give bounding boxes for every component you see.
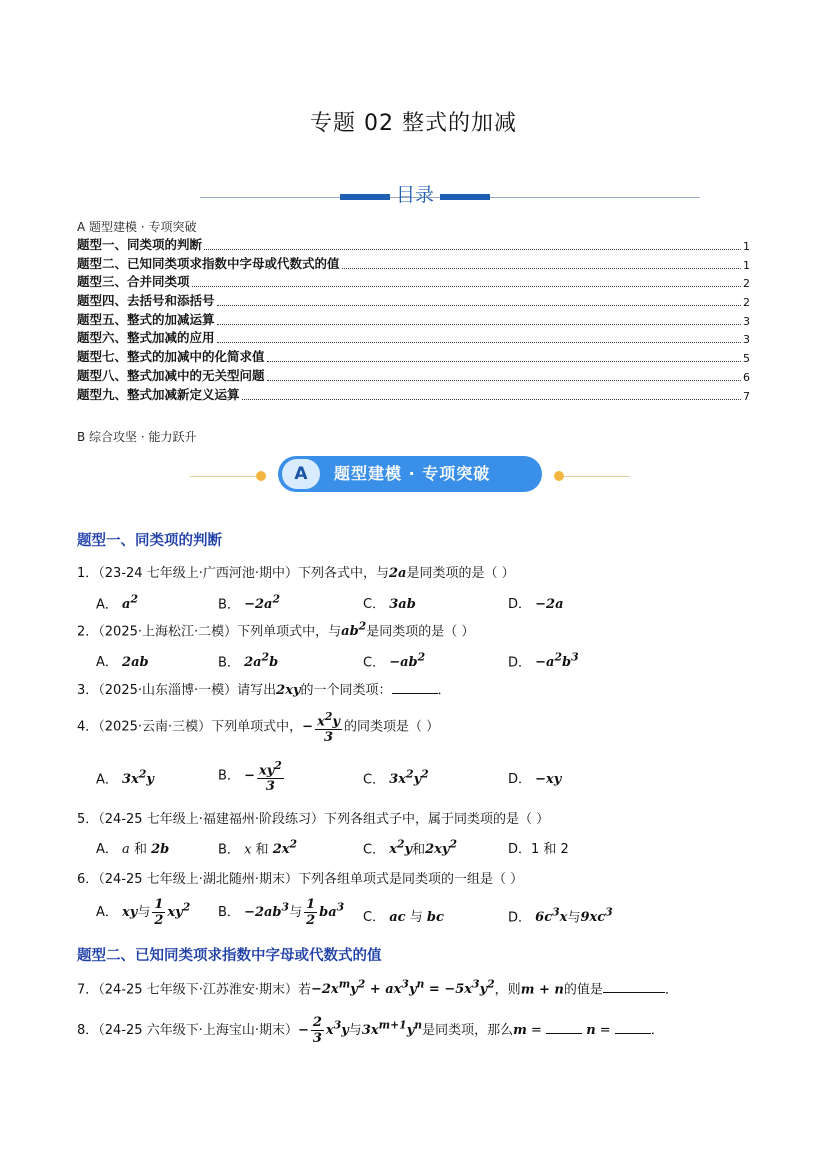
toc-title: 目录 xyxy=(395,184,434,206)
toc-section-b: B 综合攻坚 · 能力跃升 xyxy=(77,430,197,444)
option-a[interactable]: A． 2ab xyxy=(96,655,149,670)
option-a[interactable]: A． xy与 $\frac{1}{2}$ $xy^2$ xyxy=(96,897,191,928)
divider xyxy=(190,476,260,477)
option-b[interactable]: B． x 和 $2x^2$ xyxy=(218,838,298,858)
option-b[interactable]: B． $-2a^2$ xyxy=(218,593,280,613)
dot-icon xyxy=(256,471,266,481)
question-3: 3．（2025·山东淄博·一模）请写出2xy的一个同类项： ． xyxy=(77,683,451,698)
dot-icon xyxy=(554,471,564,481)
option-d[interactable]: D． $6c^3x$与$9xc^3$ xyxy=(508,906,613,926)
divider xyxy=(440,194,490,200)
option-b[interactable]: B． − $\frac{xy^2}{3}$ xyxy=(218,759,282,795)
divider xyxy=(340,194,390,200)
option-a[interactable]: A． $3x^2y$ xyxy=(96,768,154,788)
banner-letter: A xyxy=(282,459,320,489)
answer-blank[interactable] xyxy=(392,693,438,694)
option-c[interactable]: C． $x^2y$和$2xy^2$ xyxy=(363,838,458,858)
toc-item[interactable]: 题型六、整式加减的应用 3 xyxy=(77,330,750,346)
toc-item[interactable]: 题型一、同类项的判断 1 xyxy=(77,237,750,253)
option-c[interactable]: C． $-ab^2$ xyxy=(363,651,426,671)
option-d[interactable]: D． $-a^2b^3$ xyxy=(508,651,579,671)
option-c[interactable]: C． $3x^2y^2$ xyxy=(363,768,429,788)
question-4: 4．（2025·云南·三模）下列单项式中，− $\frac{x^2y}{3}$ 的同类项是（ ） xyxy=(77,710,440,746)
toc-item[interactable]: 题型七、整式的加减中的化简求值 5 xyxy=(77,349,750,365)
toc-item[interactable]: 题型二、已知同类项求指数中字母或代数式的值 1 xyxy=(77,256,750,272)
option-a[interactable]: A． a 和 2b xyxy=(96,842,170,857)
option-a[interactable]: A． $a^2$ xyxy=(96,593,139,613)
question-1: 1．（23-24 七年级上·广西河池·期中）下列各式中，与2a是同类项的是（ ） xyxy=(77,566,515,581)
answer-blank[interactable] xyxy=(615,1033,651,1034)
section-heading: 题型二、已知同类项求指数中字母或代数式的值 xyxy=(77,948,382,964)
toc-item[interactable]: 题型五、整式的加减运算 3 xyxy=(77,312,750,328)
option-c[interactable]: C． ac 与 bc xyxy=(363,910,444,925)
option-c[interactable]: C． 3ab xyxy=(363,597,416,612)
banner-text: 题型建模 · 专项突破 xyxy=(334,464,491,483)
question-5: 5．（24-25 七年级上·福建福州·阶段练习）下列各组式子中，属于同类项的是（ ） xyxy=(77,812,550,827)
toc-item[interactable]: 题型四、去括号和添括号 2 xyxy=(77,293,750,309)
toc-section-a: A 题型建模 · 专项突破 xyxy=(77,220,197,234)
toc-item[interactable]: 题型八、整式加减中的无关型问题 6 xyxy=(77,368,750,384)
toc-heading xyxy=(200,180,700,204)
question-2: 2．（2025·上海松江·二模）下列单项式中，与$ab^2$是同类项的是（ ） xyxy=(77,620,475,640)
option-d[interactable]: D．1 和 2 xyxy=(508,842,569,857)
toc-item[interactable]: 题型三、合并同类项 2 xyxy=(77,274,750,290)
option-d[interactable]: D． −2a xyxy=(508,597,564,612)
answer-blank[interactable] xyxy=(546,1033,582,1034)
page-title: 专题 02 整式的加减 xyxy=(310,111,517,136)
answer-blank[interactable] xyxy=(603,992,665,993)
question-6: 6．（24-25 七年级上·湖北随州·期末）下列各组单项式是同类项的一组是（ ） xyxy=(77,872,524,887)
option-d[interactable]: D． −xy xyxy=(508,772,562,787)
banner-pill xyxy=(278,456,542,492)
question-8: 8．（24-25 六年级下·上海宝山·期末）− $\frac{2}{3}$ $x^3y$与$3x^{m+1}y^n$是同类项，那么m = n = ． xyxy=(77,1015,664,1046)
section-banner xyxy=(190,452,630,498)
divider xyxy=(560,476,630,477)
option-b[interactable]: B． $2a^2b$ xyxy=(218,651,279,671)
question-7: 7．（24-25 七年级下·江苏淮安·期末）若$-2x^my^2 + ax^3y^n = -5x^3y^2$，则m + n的值是 ． xyxy=(77,978,678,998)
section-heading: 题型一、同类项的判断 xyxy=(77,533,222,549)
option-b[interactable]: B． $-2ab^3$与 $\frac{1}{2}$ $ba^3$ xyxy=(218,897,345,928)
toc-item[interactable]: 题型九、整式加减新定义运算 7 xyxy=(77,387,750,403)
